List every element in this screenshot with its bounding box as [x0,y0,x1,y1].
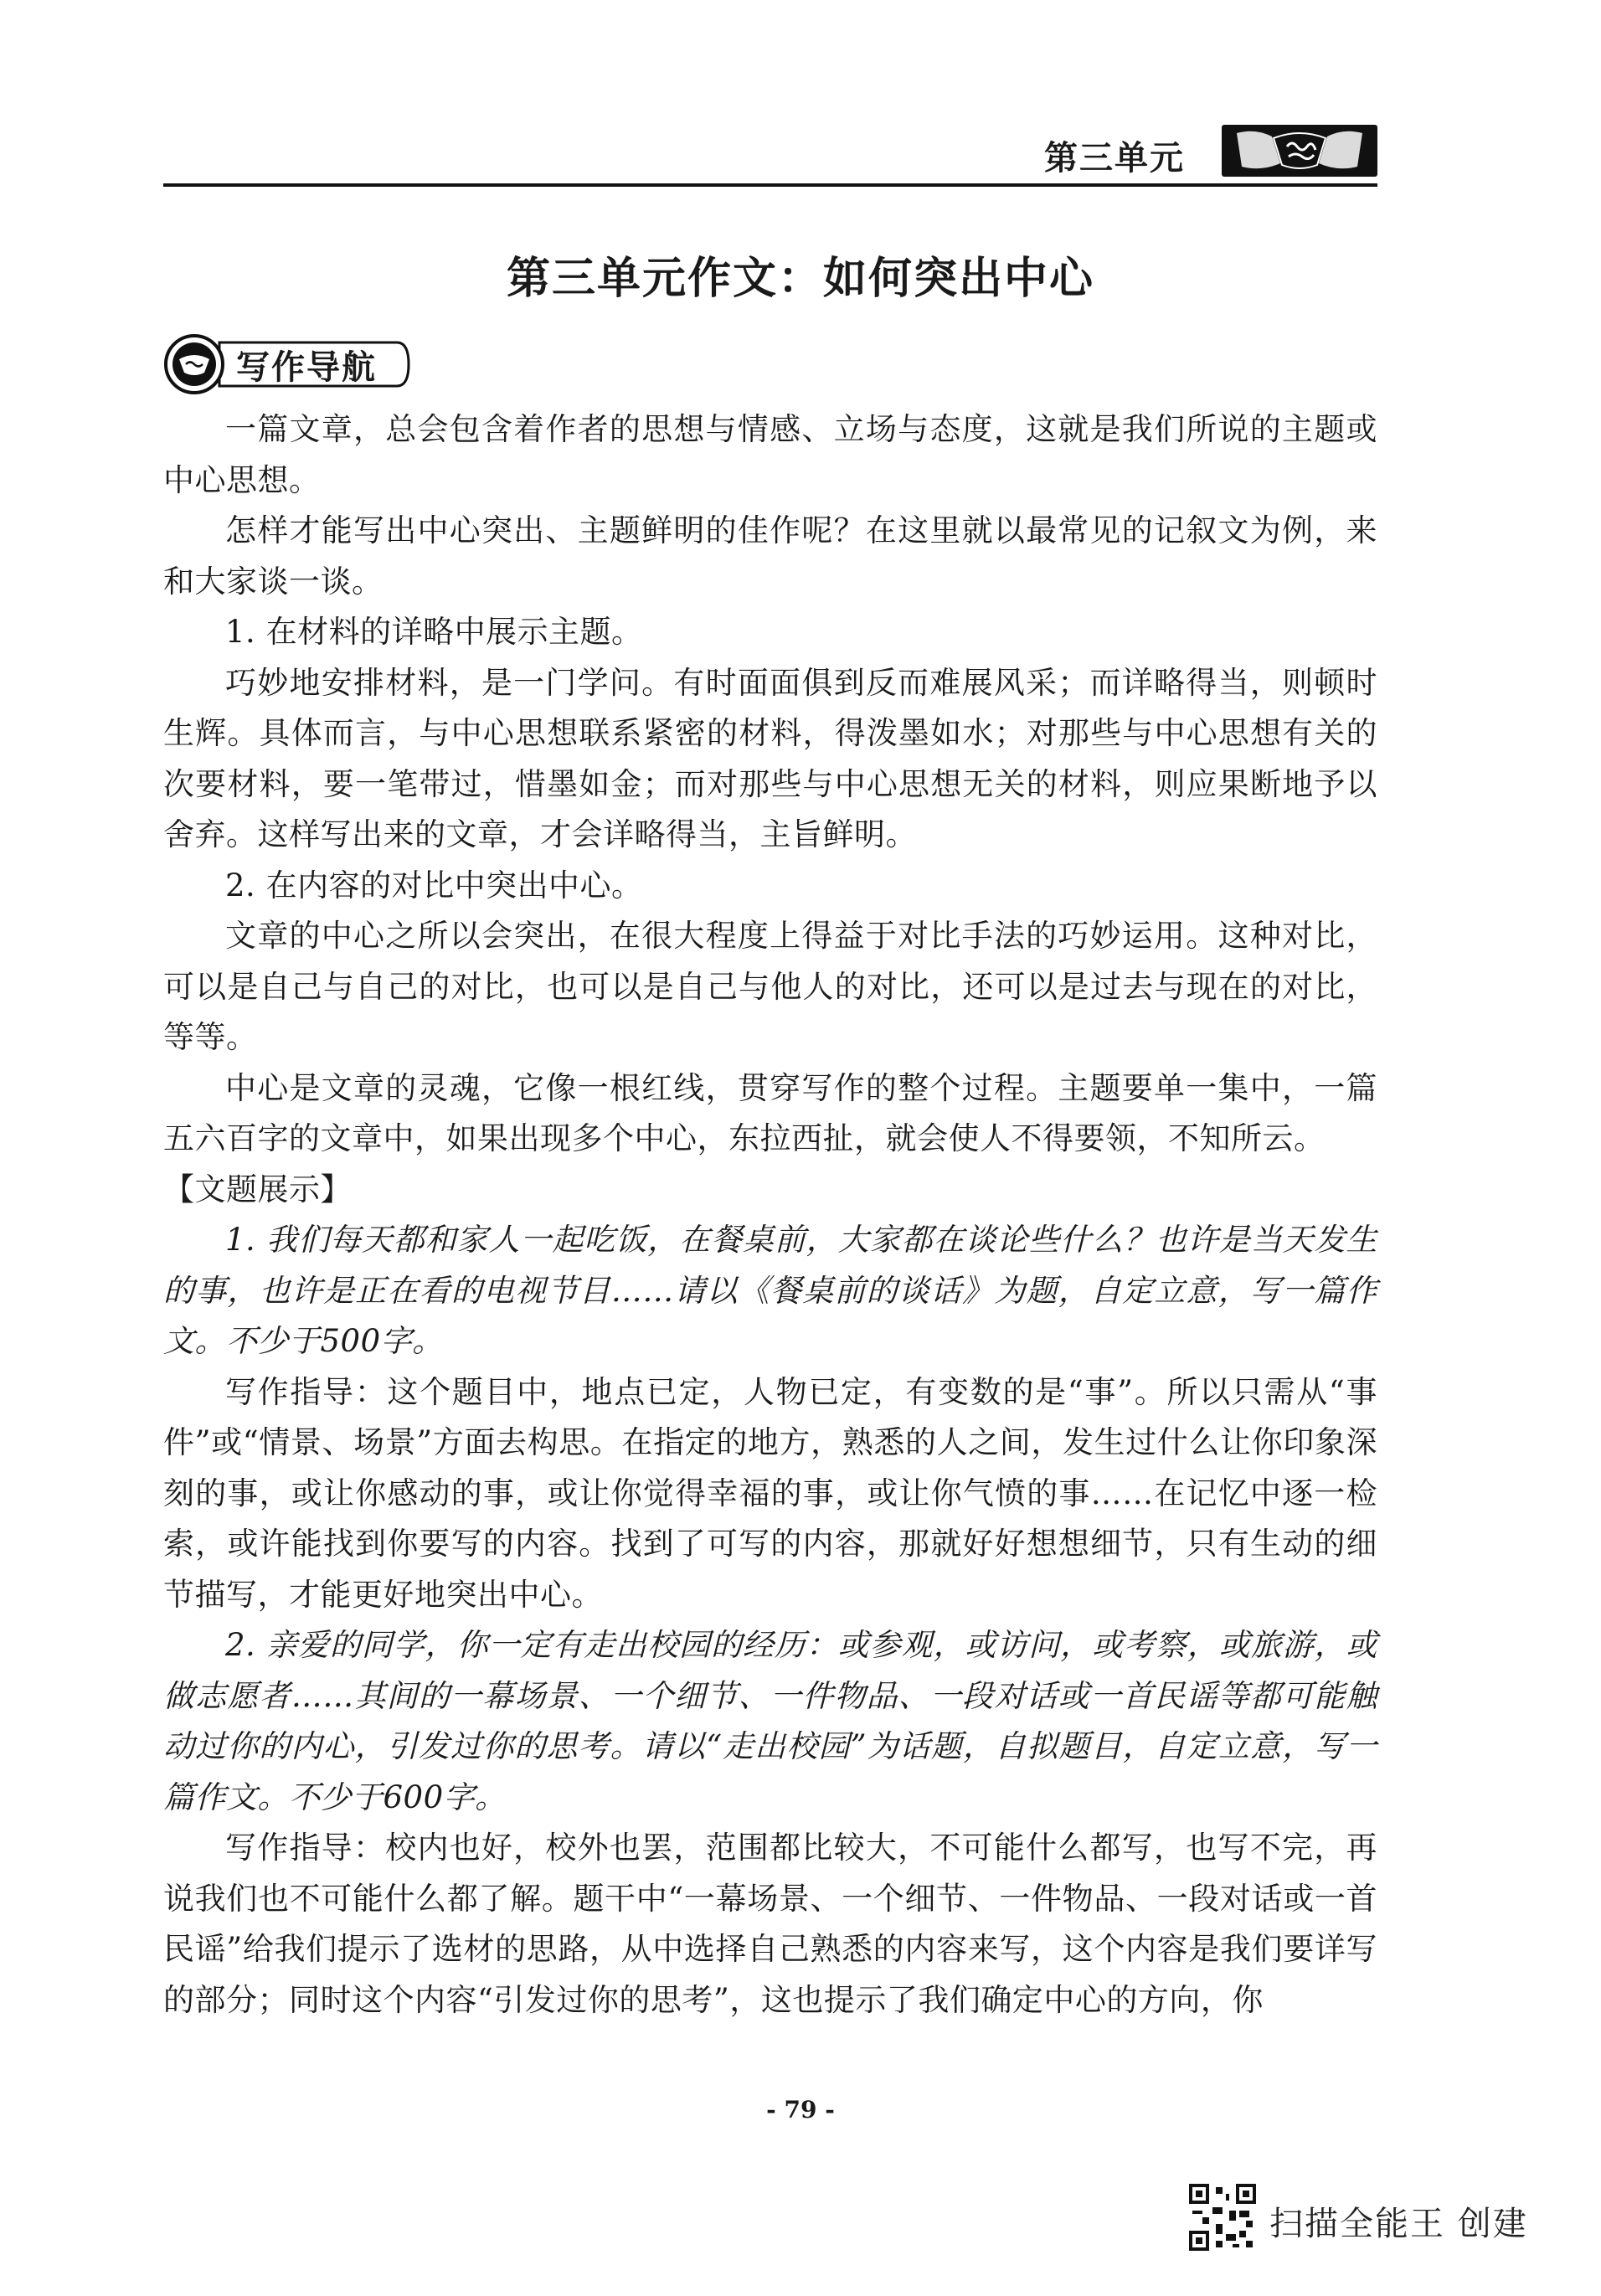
paragraph: 文章的中心之所以会突出，在很大程度上得益于对比手法的巧妙运用。这种对比，可以是自己与自己的对比，也可以是自己与他人的对比，还可以是过去与现在的对比，等等。 [163,918,1377,1055]
body-text [163,404,1377,2026]
essay-prompt: 1. 我们每天都和家人一起吃饭，在餐桌前，大家都在谈论些什么？也许是当天发生的事，也许是正在看的电视节目……请以《餐桌前的谈话》为题，自定立意，写一篇作文。不少于500字。 [163,1222,1377,1359]
writing-guidance: 写作指导：校内也好，校外也罢，范围都比较大，不可能什么都写，也写不完，再说我们也不可能什么都了解。题干中“一幕场景、一个细节、一件物品、一段对话或一首民谣”给我们提示了选材的思路，从中选择自己熟悉的内容来写，这个内容是我们要详写的部分；同时这个内容“引发过你的思考”，这也提示了我们确定中心的方向，你 [163,1830,1377,2018]
section-heading: 【文题展示】 [163,1171,352,1207]
unit-label: 第三单元 [1044,139,1185,178]
scanner-watermark [1189,2184,1541,2251]
list-heading: 1. 在材料的详略中展示主题。 [225,614,643,650]
essay-prompt: 2. 亲爱的同学，你一定有走出校园的经历：或参观，或访问，或考察，或旅游，或做志愿者……其间的一幕场景、一个细节、一件物品、一段对话或一首民谣等都可能触动过你的内心，引发过你的思考。请以“走出校园”为话题，自拟题目，自定立意，写一篇作文。不少于600字。 [163,1627,1377,1815]
page-number: - 79 - [766,2096,835,2124]
qr-code-icon [1189,2184,1256,2251]
paragraph: 中心是文章的灵魂，它像一根红线，贯穿写作的整个过程。主题要单一集中，一篇五六百字的文章中，如果出现多个中心，东拉西扯，就会使人不得要领，不知所云。 [163,1069,1377,1156]
paragraph: 一篇文章，总会包含着作者的思想与情感、立场与态度，这就是我们所说的主题或中心思想。 [163,411,1377,498]
paragraph: 怎样才能写出中心突出、主题鲜明的佳作呢？在这里就以最常见的记叙文为例，来和大家谈一谈。 [163,512,1377,600]
series-logo-icon [1222,125,1377,177]
running-header [163,121,1377,187]
list-heading: 2. 在内容的对比中突出中心。 [225,867,643,903]
header-rule [163,183,1377,187]
page-title: 第三单元作文：如何突出中心 [506,254,1094,304]
paragraph: 巧妙地安排材料，是一门学问。有时面面俱到反而难展风采；而详略得当，则顿时生辉。具体而言，与中心思想联系紧密的材料，得泼墨如水；对那些与中心思想有关的次要材料，要一笔带过，惜墨如金；而对那些与中心思想无关的材料，则应果断地予以舍弃。这样写出来的文章，才会详略得当，主旨鲜明。 [163,664,1377,852]
section-badge-label: 写作导航 [236,348,377,387]
watermark-text: 扫描全能王 创建 [1269,2205,1528,2243]
section-badge [161,331,412,398]
writing-guidance: 写作指导：这个题目中，地点已定，人物已定，有变数的是“事”。所以只需从“事件”或“情景、场景”方面去构思。在指定的地方，熟悉的人之间，发生过什么让你印象深刻的事，或让你感动的事，或让你觉得幸福的事，或让你气愤的事……在记忆中逐一检索，或许能找到你要写的内容。找到了可写的内容，那就好好想想细节，只有生动的细节描写，才能更好地突出中心。 [163,1373,1377,1613]
